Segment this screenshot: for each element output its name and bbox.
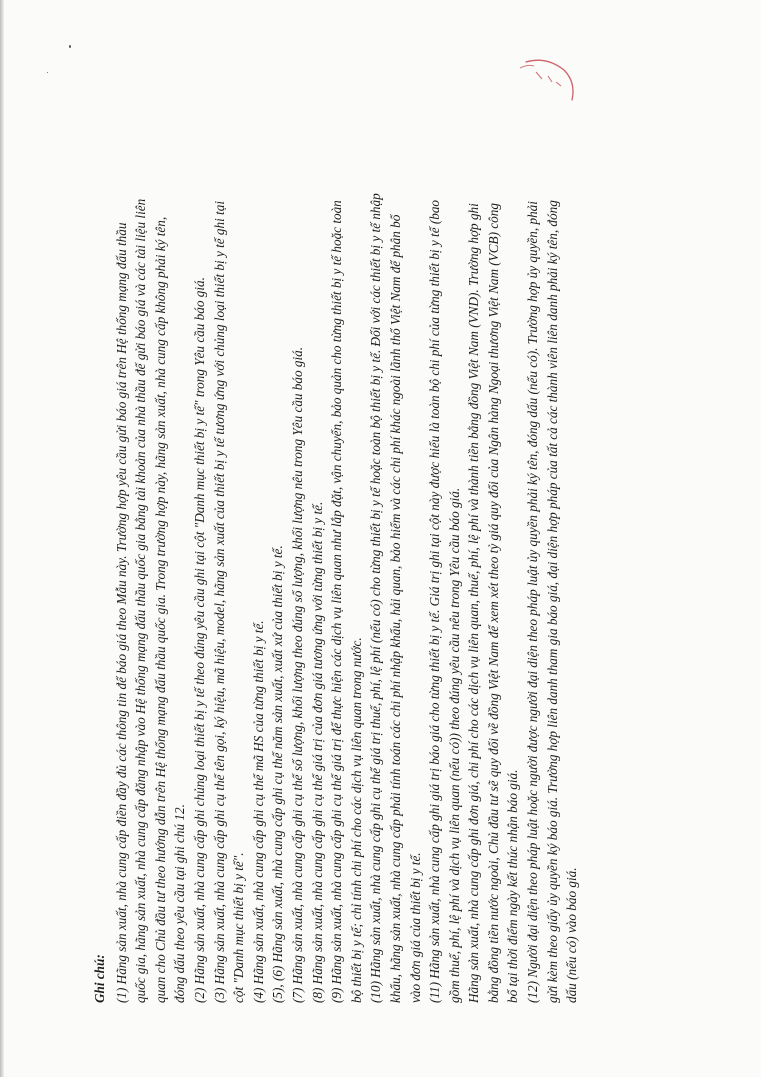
note-line: quốc gia, hãng sản xuất, nhà cung cấp đăng nhập vào Hệ thống mạng đấu thầu quốc gia bằng tài khoản của nhà thầu để gửi báo giá và các tài liệu liên: [133, 198, 149, 1003]
note-line: bộ thiết bị y tế; chỉ tính chi phí cho các dịch vụ liên quan trong nước.: [348, 637, 364, 1003]
notes-title: Ghi chú:: [92, 954, 107, 1003]
note-line: gửi kèm theo giấy ủy quyền ký báo giá. Trường hợp liên danh tham gia báo giá, đại diện hợp pháp của tất cả các thành viên liên danh phải ký tên, đóng: [544, 200, 560, 1003]
note-line: khẩu, hãng sản xuất, nhà cung cấp phải tính toán các chi phí nhập khẩu, hải quan, bảo hiểm và các chi phí khác ngoài lãnh thổ Việt Nam để phân bổ: [387, 214, 403, 1003]
note-line: (12) Người đại diện theo pháp luật hoặc người được người đại diện theo pháp luật ủy quyền phải ký tên, đóng dấu (nếu có). Trường hợp ủy quyền, phải: [525, 201, 541, 1003]
note-line: cột "Danh mục thiết bị y tế".: [231, 852, 247, 1003]
note-line: (1) Hãng sản xuất, nhà cung cấp điền đầy đủ các thông tin để báo giá theo Mẫu này. Trường hợp yêu cầu gửi báo giá trên Hệ thống mạng đấu thầu: [113, 222, 129, 1003]
rotated-notes-block: [90, 33, 582, 1003]
note-line: Hãng sản xuất, nhà cung cấp ghi đơn giá, chi phí cho các dịch vụ liên quan, thuế, phí, lệ phí và thành tiền bằng đồng Việt Nam (VND). Trường hợp ghi: [466, 203, 482, 1003]
scan-speck: [69, 45, 71, 48]
note-line: (11) Hãng sản xuất, nhà cung cấp ghi giá trị báo giá cho từng thiết bị y tế. Giá trị ghi tại cột này được hiểu là toàn bộ chi phí của từng thiết bị y tế (bao: [427, 199, 443, 1003]
note-line: dấu (nếu có) vào báo giá.: [564, 867, 580, 1003]
note-line: (10) Hãng sản xuất, nhà cung cấp ghi cụ thể giá trị thuế, phí, lệ phí (nếu có) cho từng thiết bị y tế hoặc toàn bộ thiết bị y tế. Đối với các thiết bị y tế nhập: [368, 193, 384, 1003]
note-line: (9) Hãng sản xuất, nhà cung cấp ghi cụ thể giá trị để thực hiện các dịch vụ liên quan như lắp đặt, vận chuyển, bảo quản cho từng thiết bị y tế hoặc toàn: [329, 200, 345, 1003]
note-line: (3) Hãng sản xuất, nhà cung cấp ghi cụ thể tên gọi, ký hiệu, mã hiệu, model, hãng sản xuất của thiết bị y tế tương ứng với chủng loại thiết bị y tế ghi tại: [211, 201, 227, 1003]
scan-speck: [47, 72, 48, 73]
note-line: (4) Hãng sản xuất, nhà cung cấp ghi cụ thể mã HS của từng thiết bị y tế.: [250, 620, 266, 1003]
scan-edge-shadow: [0, 0, 4, 1077]
note-line: bố tại thời điểm ngày kết thúc nhận báo giá.: [505, 769, 521, 1003]
note-line: bằng đồng tiền nước ngoài, Chủ đầu tư sẽ quy đổi về đồng Việt Nam để xem xét theo tỷ giá quy đổi của Ngân hàng Ngoại thương Việt Nam (VCB) công: [485, 203, 501, 1003]
note-line: (5), (6) Hãng sản xuất, nhà cung cấp ghi cụ thể năm sản xuất, xuất xứ của thiết bị y tế.: [270, 545, 286, 1003]
note-line: đóng dấu theo yêu cầu tại ghi chú 12.: [172, 804, 188, 1003]
note-line: (7) Hãng sản xuất, nhà cung cấp ghi cụ thể số lượng, khối lượng theo đúng số lượng, khối lượng nêu trong Yêu cầu báo giá.: [289, 346, 305, 1003]
notes-body: [112, 33, 582, 1003]
note-line: gồm thuế, phí, lệ phí và dịch vụ liên quan (nếu có)) theo đúng yêu cầu nêu trong Yêu cầu báo giá.: [446, 487, 462, 1003]
note-line: (2) Hãng sản xuất, nhà cung cấp ghi chủng loại thiết bị y tế theo đúng yêu cầu ghi tại cột "Danh mục thiết bị y tế" trong Yêu cầu báo giá.: [191, 277, 207, 1003]
note-line: (8) Hãng sản xuất, nhà cung cấp ghi cụ thể giá trị của đơn giá tương ứng với từng thiết bị y tế.: [309, 501, 325, 1003]
note-line: vào đơn giá của thiết bị y tế.: [407, 852, 423, 1003]
note-line: quan cho Chủ đầu tư theo hướng dẫn trên Hệ thống mạng đấu thầu quốc gia. Trong trường hợp này, hãng sản xuất, nhà cung cấp không phải ký tên,: [152, 216, 168, 1003]
